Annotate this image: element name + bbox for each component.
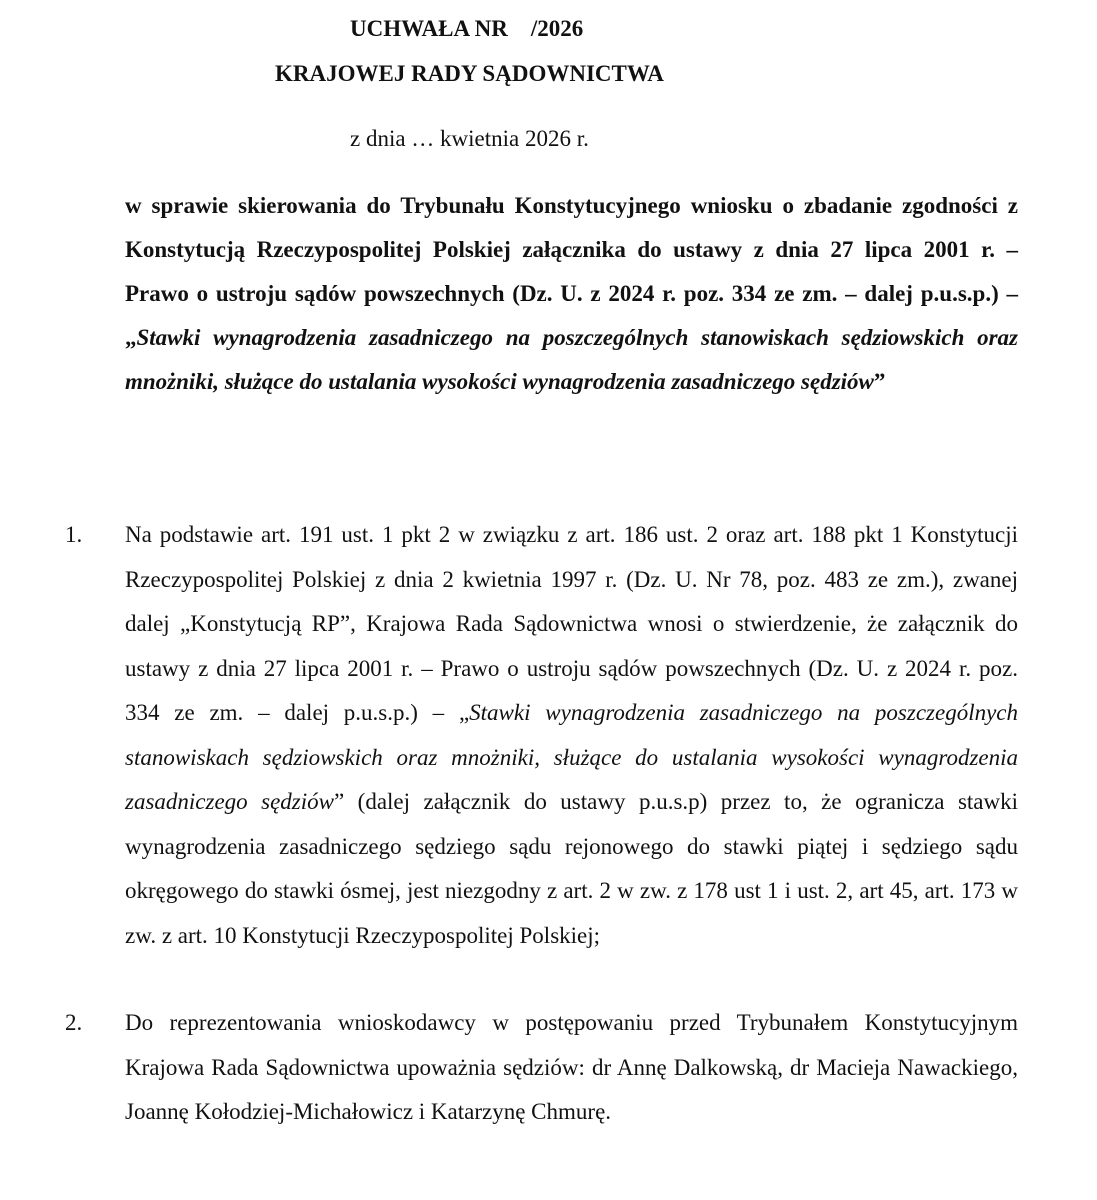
item-text-part: ” (dalej załącznik do ustawy p.u.s.p) przez to, że ogranicza stawki wynagrodzenia zasadniczego sędziego sądu rejonowego do stawki piątej i sędziego sądu okręgowego do stawki ósmej, jest niezgodny z art. 2 w zw. z 178 ust 1 i ust. 2, art 45, art. 173 w zw. z art. 10 Konstytucji Rzeczypospolitej Polskiej; <box>125 789 1018 948</box>
list-item-text <box>125 1001 1018 1135</box>
subject-text: w sprawie skierowania do Trybunału Konstytucyjnego wniosku o zbadanie zgodności z Konstytucją Rzeczypospolitej Polskiej załącznika do ustawy z dnia 27 lipca 2001 r. – Prawo o ustroju sądów powszechnych (Dz. U. z 2024 r. poz. 334 ze zm. – dalej p.u.s.p.) – „ <box>125 193 1018 350</box>
list-item <box>65 513 1018 958</box>
item-text-part: Na podstawie art. 191 ust. 1 pkt 2 w związku z art. 186 ust. 2 oraz art. 188 pkt 1 Konstytucji Rzeczypospolitej Polskiej z dnia 2 kwietnia 1997 r. (Dz. U. Nr 78, poz. 483 ze zm.), zwanej dalej „Konstytucją RP”, Krajowa Rada Sądownictwa wnosi o stwierdzenie, że załącznik do ustawy z dnia 27 lipca 2001 r. – Prawo o ustroju sądów powszechnych (Dz. U. z 2024 r. poz. 334 ze zm. – dalej p.u.s.p.) – „ <box>125 522 1018 725</box>
list-item-text <box>125 513 1018 958</box>
subject-quoted-title: Stawki wynagrodzenia zasadniczego na poszczególnych stanowiskach sędziowskich oraz mnożniki, służące do ustalania wysokości wynagrodzenia zasadniczego sędziów <box>125 325 1018 394</box>
item-quoted-title: Stawki wynagrodzenia zasadniczego na poszczególnych stanowiskach sędziowskich oraz mnożniki, służące do ustalania wysokości wynagrodzenia zasadniczego sędziów <box>125 700 1019 814</box>
issuing-body-title: KRAJOWEJ RADY SĄDOWNICTWA <box>275 61 664 86</box>
list-item-number: 2. <box>65 1010 83 1035</box>
subject-closing-quote: ” <box>873 369 886 394</box>
list-item-number: 1. <box>65 522 83 547</box>
resolution-title: UCHWAŁA NR /2026 <box>350 16 584 41</box>
resolution-date: z dnia … kwietnia 2026 r. <box>350 126 589 151</box>
resolution-subject <box>125 184 1018 404</box>
list-item <box>65 1001 1018 1135</box>
item-text-part: Do reprezentowania wnioskodawcy w postępowaniu przed Trybunałem Konstytucyjnym Krajowa Rada Sądownictwa upoważnia sędziów: dr Annę Dalkowską, dr Macieja Nawackiego, Joannę Kołodziej-Michałowicz i Katarzynę Chmurę. <box>125 1010 1018 1124</box>
